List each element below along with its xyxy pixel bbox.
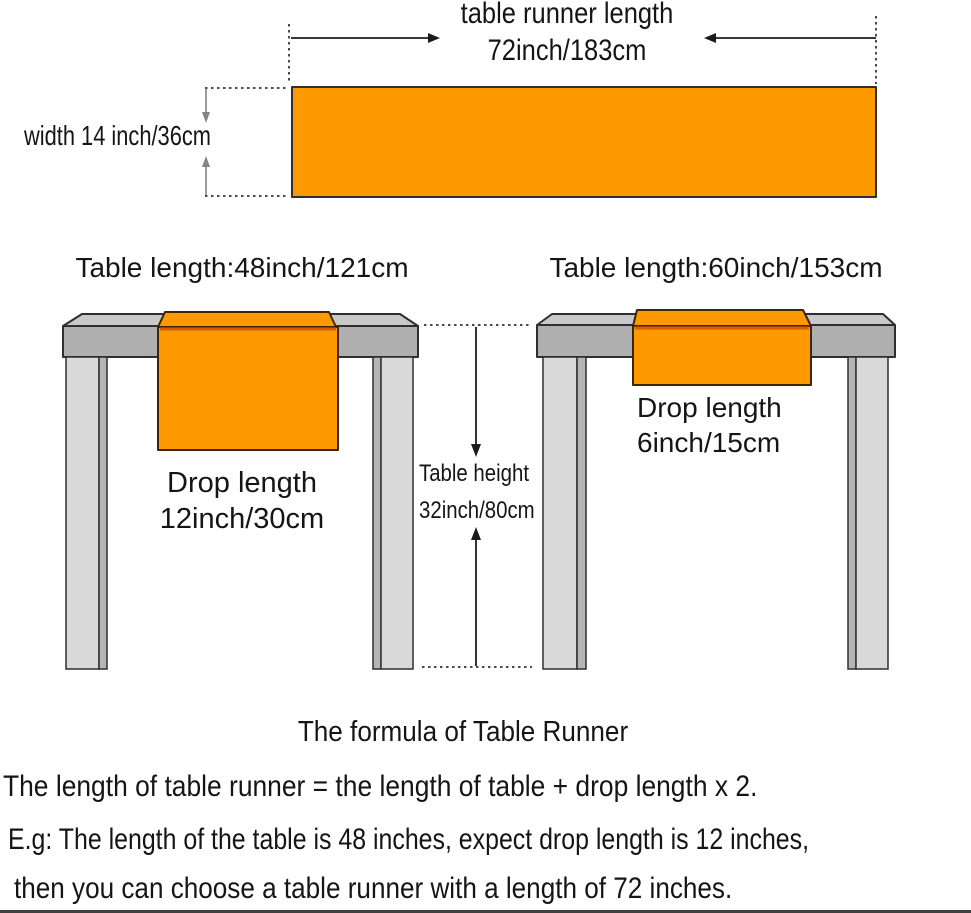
formula-line2: E.g: The length of the table is 48 inches, expect drop length is 12 inches, (8, 823, 810, 856)
left-drop-label-line2: 12inch/30cm (159, 503, 325, 535)
right-table-leg-left-side (577, 357, 586, 669)
left-table-title: Table length:48inch/121cm (75, 252, 409, 283)
height-arrow-upper-head (471, 444, 481, 457)
width-arrow-lower-head (202, 156, 210, 167)
table-height-label-line1: Table height (419, 460, 530, 487)
formula-title: The formula of Table Runner (297, 716, 629, 748)
left-runner-top (158, 312, 336, 327)
height-arrow-lower-head (471, 527, 481, 540)
right-table-title: Table length:60inch/153cm (549, 252, 883, 283)
left-drop-label-line1: Drop length (167, 467, 317, 499)
right-drop-label-line2: 6inch/15cm (637, 427, 781, 458)
formula-line1: The length of table runner = the length of table + drop length x 2. (3, 770, 758, 803)
runner-length-label-line2: 72inch/183cm (487, 34, 647, 67)
table-height-label-line2: 32inch/80cm (419, 497, 535, 524)
right-runner-drop (633, 326, 811, 385)
right-drop-label-line1: Drop length (637, 392, 782, 423)
right-table-leg-right-side (848, 357, 856, 669)
formula-line3: then you can choose a table runner with a length of 72 inches. (14, 872, 733, 905)
right-table-leg-right-front (856, 357, 888, 669)
right-runner-top (633, 310, 811, 326)
left-runner-drop (158, 327, 338, 450)
runner-swatch-rect (292, 87, 876, 197)
runner-length-label-line1: table runner length (460, 0, 674, 30)
runner-width-label: width 14 inch/36cm (24, 120, 211, 151)
